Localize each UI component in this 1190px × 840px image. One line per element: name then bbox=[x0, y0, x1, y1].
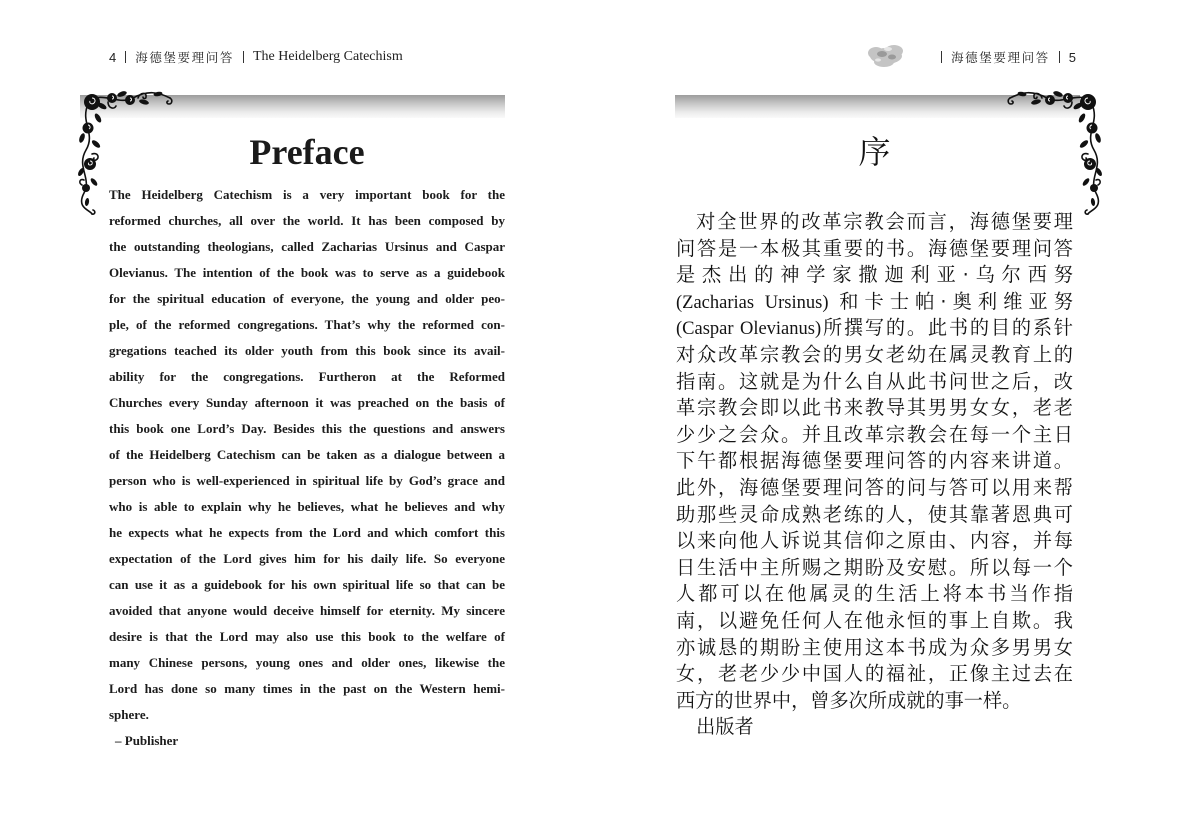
latin-name: (Zacharias Ursinus) bbox=[676, 292, 840, 313]
right-page-header bbox=[932, 49, 1076, 65]
text-line: 女，老老少少中国人的福祉，正像主过去在 bbox=[676, 662, 1073, 686]
text-line: ple, of the reformed congregations. That’s why the reformed con- bbox=[109, 317, 505, 332]
text-line: 对全世界的改革宗教会而言，海德堡要理 bbox=[696, 210, 1073, 233]
header-divider bbox=[243, 51, 244, 63]
left-page-header bbox=[109, 49, 403, 65]
text-line: many Chinese persons, young ones and older ones, likewise the bbox=[109, 655, 505, 670]
text-line: expectation of the Lord gives him for his daily life. So everyone bbox=[109, 551, 505, 566]
text-line: desire is that the Lord may also use this book to the welfare of bbox=[109, 629, 505, 644]
text-line: avoided that anyone would deceive himself for eternity. My sincere bbox=[109, 603, 505, 618]
text-line: 是杰出的神学家撒迦利亚·乌尔西努 bbox=[676, 263, 1073, 287]
text-line: person who is well-experienced in spiritual life by God’s grace and bbox=[109, 473, 505, 488]
publisher-signature: – Publisher bbox=[115, 733, 179, 748]
header-divider bbox=[125, 51, 126, 63]
text-line: 亦诚恳的期盼主使用这本书成为众多男男女 bbox=[676, 635, 1073, 659]
text-line: 此外，海德堡要理问答的问与答可以用来帮 bbox=[676, 475, 1073, 499]
text-line: can use it as a guidebook for his own spiritual life so that can be bbox=[109, 577, 505, 592]
text-line: The Heidelberg Catechism is a very important book for the bbox=[109, 187, 505, 202]
preface-body-cn bbox=[676, 209, 1073, 741]
text-line: the outstanding theologians, called Zacharias Ursinus and Caspar bbox=[109, 239, 505, 254]
text-line: who is able to explain why he believes, what he believes and why bbox=[109, 499, 505, 514]
page-title: Preface bbox=[249, 132, 365, 172]
text-line: 对众改革宗教会的男女老幼在属灵教育上的 bbox=[676, 342, 1073, 366]
latin-name: (Caspar Olevianus) bbox=[676, 319, 822, 340]
left-header-title-cn: 海德堡要理问答 bbox=[135, 50, 234, 65]
text-line: 人都可以在他属灵的生活上将本书当作指 bbox=[676, 582, 1073, 606]
text-segment: 和卡士帕·奥利维亚努 bbox=[839, 289, 1073, 313]
text-line: 西方的世界中，曾多次所成就的事一样。 bbox=[676, 688, 1022, 712]
preface-body bbox=[109, 182, 505, 754]
right-page-number: 5 bbox=[1068, 49, 1076, 65]
text-line: for the spiritual education of everyone, the young and older peo- bbox=[109, 291, 505, 306]
text-line: 下午都根据海德堡要理问答的内容来讲道。 bbox=[676, 449, 1073, 473]
text-line: he expects what he expects from the Lord and which comfort this bbox=[109, 525, 505, 540]
page-title-cn: 序 bbox=[858, 133, 891, 171]
text-line: reformed churches, all over the world. It has been composed by bbox=[109, 213, 505, 228]
text-line: gregations teached its older youth from this book since its avail- bbox=[109, 343, 505, 358]
text-line: sphere. bbox=[109, 707, 149, 722]
text-line: this book one Lord’s Day. Besides this the questions and answers bbox=[109, 421, 505, 436]
text-line bbox=[676, 315, 1073, 342]
left-page-number: 4 bbox=[109, 49, 117, 65]
text-line: 革宗教会即以此书来教导其男男女女，老老 bbox=[676, 396, 1073, 420]
text-line: ability for the congregations. Furtheron at the Reformed bbox=[109, 369, 505, 384]
text-line: 南，以避免任何人在他永恒的事上自欺。我 bbox=[676, 608, 1073, 632]
text-line: Olevianus. The intention of the book was to serve as a guidebook bbox=[109, 265, 505, 280]
left-header-title-en: The Heidelberg Catechism bbox=[252, 49, 403, 64]
text-line: 指南。这就是为什么自从此书问世之后，改 bbox=[676, 369, 1073, 393]
text-line: 少少之会众。并且改革宗教会在每一个主日 bbox=[676, 422, 1073, 446]
text-line: 以来向他人诉说其信仰之原由、内容，并每 bbox=[676, 529, 1073, 553]
text-line: of the Heidelberg Catechism can be taken as a dialogue between a bbox=[109, 447, 505, 462]
text-line: 助那些灵命成熟老练的人，使其靠著恩典可 bbox=[676, 502, 1073, 526]
right-header-title-cn: 海德堡要理问答 bbox=[951, 50, 1050, 65]
header-divider bbox=[1059, 51, 1060, 63]
text-line: 问答是一本极其重要的书。海德堡要理问答 bbox=[676, 236, 1073, 260]
text-line: Lord has done so many times in the past on the Western hemi- bbox=[109, 681, 505, 696]
text-line bbox=[676, 289, 1073, 316]
header-divider bbox=[941, 51, 942, 63]
text-line: Churches every Sunday afternoon it was preached on the basis of bbox=[109, 395, 505, 410]
publisher-signature-cn: 出版者 bbox=[696, 715, 754, 739]
text-segment: 所撰写的。此书的目的系针 bbox=[821, 316, 1073, 340]
text-line: 日生活中主所赐之期盼及安慰。所以每一个 bbox=[676, 555, 1073, 579]
cloud-ornament-icon bbox=[864, 40, 908, 70]
